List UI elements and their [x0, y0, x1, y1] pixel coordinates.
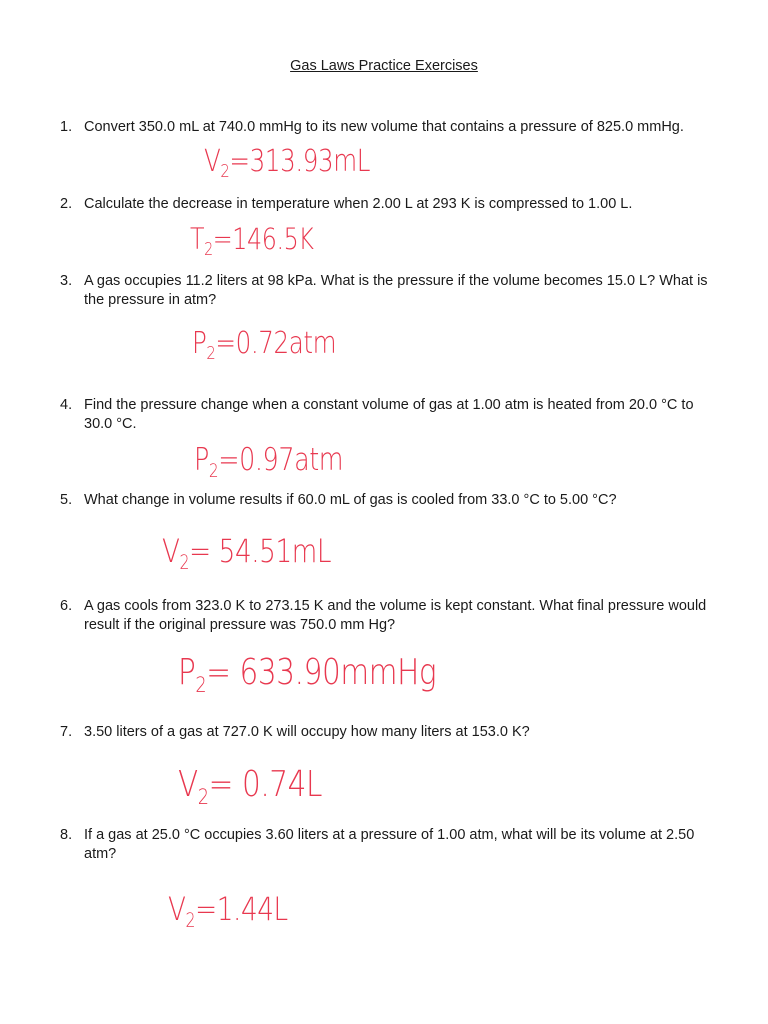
answer-variable: T [190, 222, 205, 256]
question-8 [60, 826, 720, 864]
question-number: 1. [60, 119, 73, 135]
answer-value: =313.93mL [229, 144, 371, 179]
question-2 [60, 195, 720, 214]
question-text: A gas occupies 11.2 liters at 98 kPa. What is the pressure if the volume becomes 15.0 L? What is the pressure in atm? [84, 273, 708, 308]
question-1 [60, 118, 720, 137]
answer-subscript: 2 [179, 550, 190, 574]
question-text: If a gas at 25.0 °C occupies 3.60 liters at a pressure of 1.00 atm, what will be its volume at 2.50 atm? [84, 827, 695, 862]
question-number: 7. [60, 724, 73, 740]
answer-variable: V [168, 890, 186, 928]
answer-subscript: 2 [204, 240, 213, 261]
question-number: 6. [60, 598, 73, 614]
answer-subscript: 2 [206, 343, 216, 365]
answer-5 [162, 532, 332, 574]
answer-variable: P [194, 442, 209, 478]
page-title: Gas Laws Practice Exercises [290, 58, 478, 74]
answer-value: =0.72atm [215, 326, 337, 361]
question-number: 5. [60, 492, 73, 508]
question-text: What change in volume results if 60.0 mL of gas is cooled from 33.0 °C to 5.00 °C? [84, 492, 617, 508]
answer-subscript: 2 [208, 460, 219, 482]
answer-value: = 0.74L [208, 764, 323, 805]
question-text: A gas cools from 323.0 K to 273.15 K and the volume is kept constant. What final pressure would result if the original pressure was 750.0 mm Hg? [84, 598, 707, 633]
question-number: 2. [60, 196, 73, 212]
question-number: 8. [60, 827, 73, 843]
answer-3 [192, 326, 337, 365]
answer-value: =1.44L [195, 890, 288, 928]
answer-value: = 633.90mmHg [206, 652, 437, 693]
answer-subscript: 2 [197, 784, 209, 810]
answer-subscript: 2 [220, 161, 230, 183]
question-3 [60, 272, 720, 310]
answer-subscript: 2 [195, 672, 207, 698]
answer-6 [178, 652, 437, 698]
question-6 [60, 597, 720, 635]
answer-value: = 54.51mL [189, 532, 332, 570]
question-5 [60, 491, 720, 510]
answer-8 [168, 890, 288, 932]
answer-variable: V [204, 144, 221, 179]
question-text: Convert 350.0 mL at 740.0 mmHg to its new volume that contains a pressure of 825.0 mmHg. [84, 119, 684, 135]
question-number: 4. [60, 397, 73, 413]
answer-4 [194, 442, 344, 482]
answer-variable: V [162, 532, 180, 570]
question-number: 3. [60, 273, 73, 289]
question-4 [60, 396, 720, 434]
answer-variable: P [178, 652, 196, 693]
answer-variable: P [192, 326, 207, 361]
question-7 [60, 723, 720, 742]
answer-7 [178, 764, 323, 810]
question-text: 3.50 liters of a gas at 727.0 K will occupy how many liters at 153.0 K? [84, 724, 530, 740]
answer-subscript: 2 [185, 908, 196, 932]
question-text: Find the pressure change when a constant volume of gas at 1.00 atm is heated from 20.0 °C to 30.0 °C. [84, 397, 694, 432]
question-text: Calculate the decrease in temperature when 2.00 L at 293 K is compressed to 1.00 L. [84, 196, 633, 212]
answer-value: =146.5K [212, 222, 314, 256]
answer-variable: V [178, 764, 198, 805]
answer-value: =0.97atm [218, 442, 344, 478]
answer-2 [190, 222, 314, 261]
answer-1 [204, 144, 371, 183]
